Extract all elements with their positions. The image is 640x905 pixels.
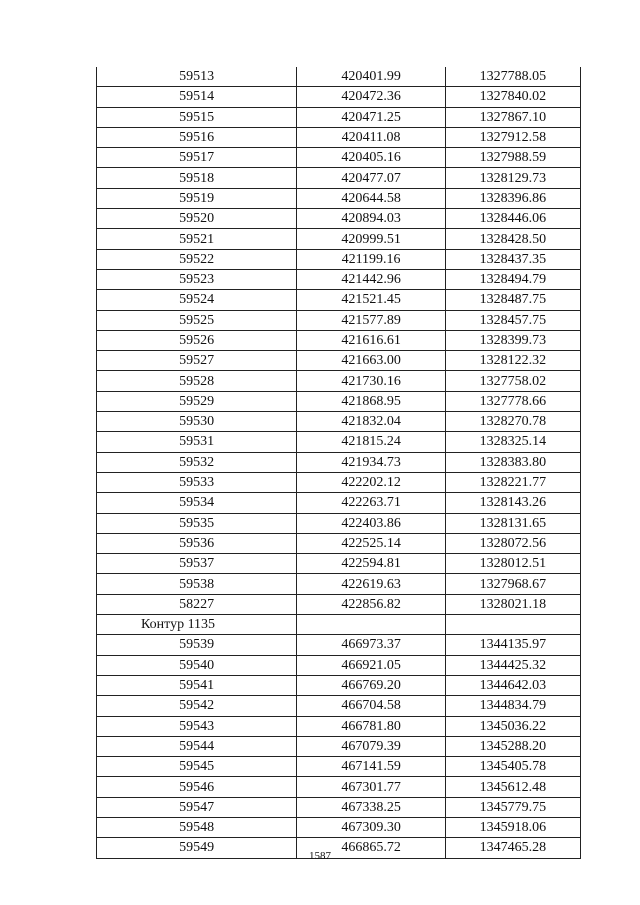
point-id-cell: 59529: [97, 391, 297, 411]
point-id-cell: 59548: [97, 817, 297, 837]
x-coordinate-cell: 466973.37: [297, 635, 446, 655]
x-coordinate-cell: 421577.89: [297, 310, 446, 330]
y-coordinate-cell: 1328122.32: [445, 351, 580, 371]
table-row: [97, 574, 581, 594]
point-id-cell: 59515: [97, 107, 297, 127]
point-id-cell: 59518: [97, 168, 297, 188]
y-coordinate-cell: 1345288.20: [445, 736, 580, 756]
x-coordinate-cell: 422263.71: [297, 493, 446, 513]
x-coordinate-cell: 467079.39: [297, 736, 446, 756]
x-coordinate-cell: 421832.04: [297, 412, 446, 432]
empty-cell: [297, 615, 446, 635]
y-coordinate-cell: 1328494.79: [445, 269, 580, 289]
point-id-cell: 59538: [97, 574, 297, 594]
x-coordinate-cell: 421815.24: [297, 432, 446, 452]
y-coordinate-cell: 1328437.35: [445, 249, 580, 269]
table-row: [97, 452, 581, 472]
point-id-cell: 59520: [97, 209, 297, 229]
y-coordinate-cell: 1328325.14: [445, 432, 580, 452]
x-coordinate-cell: 421521.45: [297, 290, 446, 310]
x-coordinate-cell: 421663.00: [297, 351, 446, 371]
y-coordinate-cell: 1327988.59: [445, 148, 580, 168]
point-id-cell: 59513: [97, 67, 297, 87]
y-coordinate-cell: 1328143.26: [445, 493, 580, 513]
point-id-cell: 59549: [97, 838, 297, 858]
x-coordinate-cell: 420477.07: [297, 168, 446, 188]
table-row: [97, 168, 581, 188]
point-id-cell: 59535: [97, 513, 297, 533]
y-coordinate-cell: 1345405.78: [445, 757, 580, 777]
y-coordinate-cell: 1328129.73: [445, 168, 580, 188]
table-row: [97, 87, 581, 107]
point-id-cell: 59526: [97, 330, 297, 350]
table-row: [97, 188, 581, 208]
point-id-cell: 59521: [97, 229, 297, 249]
table-row: [97, 290, 581, 310]
x-coordinate-cell: 467309.30: [297, 817, 446, 837]
x-coordinate-cell: 466865.72: [297, 838, 446, 858]
y-coordinate-cell: 1327867.10: [445, 107, 580, 127]
point-id-cell: 59534: [97, 493, 297, 513]
x-coordinate-cell: 420472.36: [297, 87, 446, 107]
y-coordinate-cell: 1328487.75: [445, 290, 580, 310]
x-coordinate-cell: 422403.86: [297, 513, 446, 533]
x-coordinate-cell: 422619.63: [297, 574, 446, 594]
table-row: [97, 675, 581, 695]
table-row: [97, 472, 581, 492]
x-coordinate-cell: 422525.14: [297, 533, 446, 553]
empty-cell: [445, 615, 580, 635]
point-id-cell: 59539: [97, 635, 297, 655]
y-coordinate-cell: 1327912.58: [445, 127, 580, 147]
point-id-cell: 59531: [97, 432, 297, 452]
point-id-cell: 59545: [97, 757, 297, 777]
point-id-cell: 59516: [97, 127, 297, 147]
table-row: [97, 127, 581, 147]
y-coordinate-cell: 1327778.66: [445, 391, 580, 411]
table-row: [97, 696, 581, 716]
y-coordinate-cell: 1344642.03: [445, 675, 580, 695]
point-id-cell: 59525: [97, 310, 297, 330]
table-row: [97, 330, 581, 350]
table-row: [97, 757, 581, 777]
x-coordinate-cell: 466704.58: [297, 696, 446, 716]
point-id-cell: 59527: [97, 351, 297, 371]
table-row: [97, 554, 581, 574]
table-row: [97, 391, 581, 411]
table-row: [97, 513, 581, 533]
y-coordinate-cell: 1327758.02: [445, 371, 580, 391]
y-coordinate-cell: 1328270.78: [445, 412, 580, 432]
y-coordinate-cell: 1328396.86: [445, 188, 580, 208]
x-coordinate-cell: 422856.82: [297, 594, 446, 614]
table-row: [97, 432, 581, 452]
point-id-cell: 59542: [97, 696, 297, 716]
x-coordinate-cell: 421730.16: [297, 371, 446, 391]
x-coordinate-cell: 467141.59: [297, 757, 446, 777]
table-row: [97, 655, 581, 675]
y-coordinate-cell: 1328072.56: [445, 533, 580, 553]
table-row: [97, 797, 581, 817]
x-coordinate-cell: 420644.58: [297, 188, 446, 208]
y-coordinate-cell: 1328221.77: [445, 472, 580, 492]
y-coordinate-cell: 1328446.06: [445, 209, 580, 229]
table-row: [97, 716, 581, 736]
point-id-cell: 59536: [97, 533, 297, 553]
y-coordinate-cell: 1345036.22: [445, 716, 580, 736]
table-row: [97, 594, 581, 614]
y-coordinate-cell: 1328457.75: [445, 310, 580, 330]
point-id-cell: 59522: [97, 249, 297, 269]
y-coordinate-cell: 1328131.65: [445, 513, 580, 533]
y-coordinate-cell: 1328021.18: [445, 594, 580, 614]
x-coordinate-cell: 466781.80: [297, 716, 446, 736]
page-number: 1587: [309, 850, 331, 862]
x-coordinate-cell: 421442.96: [297, 269, 446, 289]
table-row: [97, 777, 581, 797]
point-id-cell: 59514: [97, 87, 297, 107]
y-coordinate-cell: 1345779.75: [445, 797, 580, 817]
y-coordinate-cell: 1345612.48: [445, 777, 580, 797]
x-coordinate-cell: 420999.51: [297, 229, 446, 249]
y-coordinate-cell: 1344135.97: [445, 635, 580, 655]
table-row: [97, 249, 581, 269]
table-row: [97, 310, 581, 330]
x-coordinate-cell: 420471.25: [297, 107, 446, 127]
x-coordinate-cell: 422594.81: [297, 554, 446, 574]
table-row: [97, 817, 581, 837]
point-id-cell: 59533: [97, 472, 297, 492]
table-row: [97, 736, 581, 756]
point-id-cell: 59543: [97, 716, 297, 736]
point-id-cell: 59523: [97, 269, 297, 289]
coordinates-table: [96, 67, 581, 859]
point-id-cell: 59537: [97, 554, 297, 574]
table-row: [97, 412, 581, 432]
x-coordinate-cell: 420405.16: [297, 148, 446, 168]
x-coordinate-cell: 421616.61: [297, 330, 446, 350]
x-coordinate-cell: 421934.73: [297, 452, 446, 472]
table-row: [97, 148, 581, 168]
x-coordinate-cell: 420411.08: [297, 127, 446, 147]
x-coordinate-cell: 420894.03: [297, 209, 446, 229]
point-id-cell: 59541: [97, 675, 297, 695]
table-row: [97, 533, 581, 553]
contour-label: Контур 1135: [97, 615, 297, 635]
x-coordinate-cell: 467301.77: [297, 777, 446, 797]
y-coordinate-cell: 1345918.06: [445, 817, 580, 837]
point-id-cell: 59528: [97, 371, 297, 391]
x-coordinate-cell: 466921.05: [297, 655, 446, 675]
x-coordinate-cell: 421868.95: [297, 391, 446, 411]
point-id-cell: 59517: [97, 148, 297, 168]
y-coordinate-cell: 1328399.73: [445, 330, 580, 350]
point-id-cell: 59519: [97, 188, 297, 208]
y-coordinate-cell: 1344425.32: [445, 655, 580, 675]
point-id-cell: 59530: [97, 412, 297, 432]
y-coordinate-cell: 1327840.02: [445, 87, 580, 107]
y-coordinate-cell: 1347465.28: [445, 838, 580, 858]
x-coordinate-cell: 467338.25: [297, 797, 446, 817]
table-row: [97, 209, 581, 229]
y-coordinate-cell: 1328428.50: [445, 229, 580, 249]
point-id-cell: 59547: [97, 797, 297, 817]
table-row: [97, 493, 581, 513]
point-id-cell: 59546: [97, 777, 297, 797]
x-coordinate-cell: 422202.12: [297, 472, 446, 492]
point-id-cell: 59540: [97, 655, 297, 675]
coordinates-table-body: [97, 67, 581, 858]
table-row: [97, 351, 581, 371]
x-coordinate-cell: 420401.99: [297, 67, 446, 87]
table-row: [97, 371, 581, 391]
y-coordinate-cell: 1344834.79: [445, 696, 580, 716]
y-coordinate-cell: 1327968.67: [445, 574, 580, 594]
point-id-cell: 58227: [97, 594, 297, 614]
table-row: [97, 269, 581, 289]
x-coordinate-cell: 466769.20: [297, 675, 446, 695]
y-coordinate-cell: 1328012.51: [445, 554, 580, 574]
table-row: [97, 229, 581, 249]
table-row: [97, 635, 581, 655]
contour-header-row: [97, 615, 581, 635]
point-id-cell: 59532: [97, 452, 297, 472]
table-row: [97, 67, 581, 87]
x-coordinate-cell: 421199.16: [297, 249, 446, 269]
y-coordinate-cell: 1328383.80: [445, 452, 580, 472]
table-row: [97, 107, 581, 127]
point-id-cell: 59524: [97, 290, 297, 310]
point-id-cell: 59544: [97, 736, 297, 756]
y-coordinate-cell: 1327788.05: [445, 67, 580, 87]
